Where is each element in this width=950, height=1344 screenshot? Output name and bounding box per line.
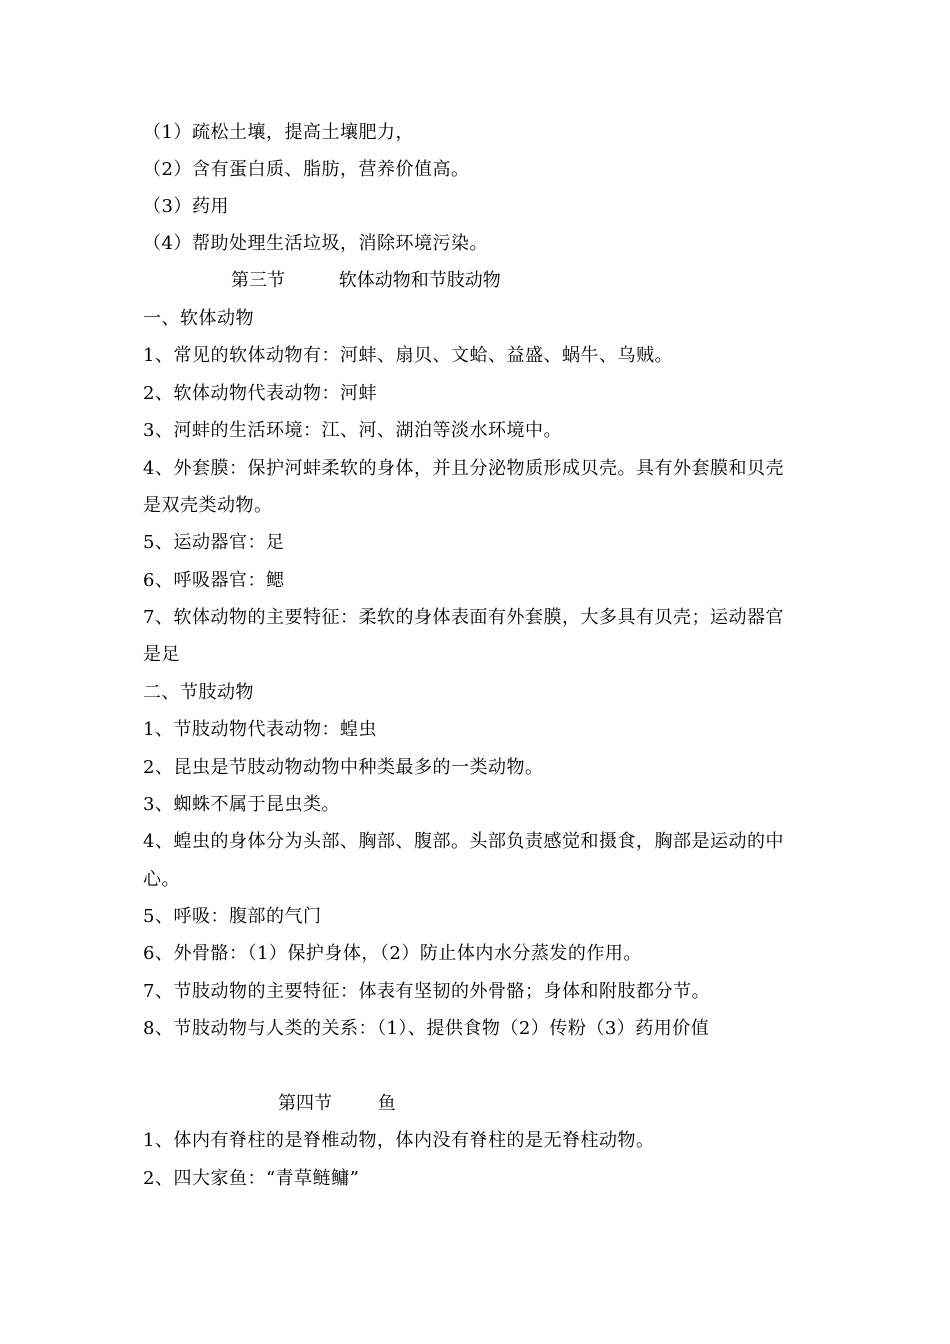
list-item: 6、外骨骼：（1）保护身体，（2）防止体内水分蒸发的作用。 [143, 943, 642, 964]
subheading: 二、节肢动物 [143, 682, 254, 703]
section-title: 软体动物和节肢动物 [338, 270, 501, 291]
text-line: （4）帮助处理生活垃圾，消除环境污染。 [143, 233, 488, 254]
list-item: 7、软体动物的主要特征：柔软的身体表面有外套膜，大多具有贝壳；运动器官 [143, 607, 784, 628]
section-label: 第三节 [231, 270, 285, 291]
list-item: 6、呼吸器官：鳃 [143, 570, 285, 591]
section-title: 鱼 [377, 1093, 396, 1114]
list-item: 2、四大家鱼：“青草鲢鳙” [143, 1168, 360, 1189]
list-item: 8、节肢动物与人类的关系：（1）、提供食物（2）传粉（3）药用价值 [143, 1018, 710, 1039]
list-item: 4、蝗虫的身体分为头部、胸部、腹部。头部负责感觉和摄食，胸部是运动的中 [143, 831, 784, 852]
list-item-continuation: 心。 [143, 869, 180, 890]
list-item-continuation: 是双壳类动物。 [143, 495, 273, 516]
section-heading [231, 269, 501, 293]
text-line: （3）药用 [143, 196, 229, 217]
list-item: 5、运动器官：足 [143, 532, 285, 553]
list-item: 4、外套膜：保护河蚌柔软的身体，并且分泌物质形成贝壳。具有外套膜和贝壳 [143, 458, 784, 479]
list-item: 2、软体动物代表动物：河蚌 [143, 383, 377, 404]
list-item: 1、体内有脊柱的是脊椎动物，体内没有脊柱的是无脊柱动物。 [143, 1130, 655, 1151]
list-item: 2、昆虫是节肢动物动物中种类最多的一类动物。 [143, 757, 544, 778]
list-item: 5、呼吸：腹部的气门 [143, 906, 322, 927]
text-line: （1）疏松土壤，提高土壤肥力， [143, 122, 414, 143]
section-heading [278, 1092, 396, 1116]
list-item: 3、河蚌的生活环境：江、河、湖泊等淡水环境中。 [143, 420, 562, 441]
list-item: 1、节肢动物代表动物：蝗虫 [143, 719, 377, 740]
list-item: 1、常见的软体动物有：河蚌、扇贝、文蛤、益盛、蜗牛、乌贼。 [143, 345, 673, 366]
list-item: 7、节肢动物的主要特征：体表有坚韧的外骨骼；身体和附肢都分节。 [143, 981, 710, 1002]
subheading: 一、软体动物 [143, 308, 254, 329]
text-line: （2）含有蛋白质、脂肪，营养价值高。 [143, 159, 470, 180]
list-item: 3、蜘蛛不属于昆虫类。 [143, 794, 340, 815]
section-label: 第四节 [278, 1093, 332, 1114]
list-item-continuation: 是足 [143, 644, 180, 665]
